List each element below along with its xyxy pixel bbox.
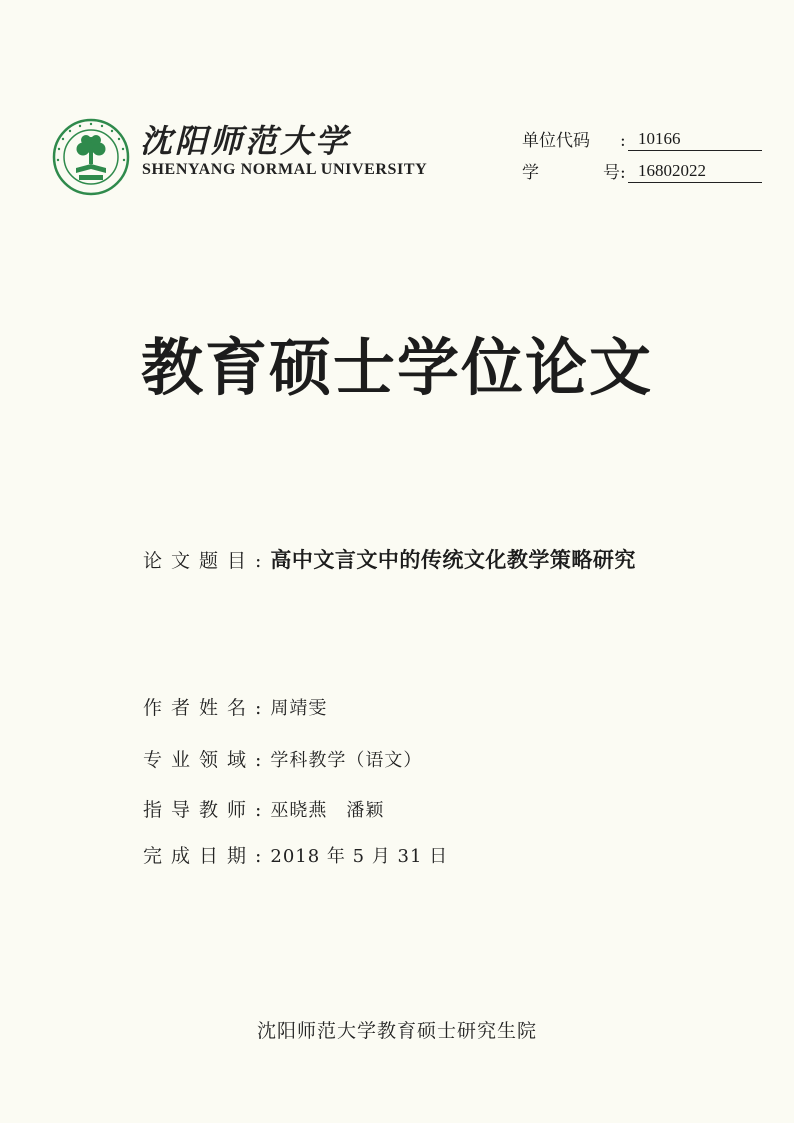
major-label: 专业领域: xyxy=(143,749,271,771)
author-row xyxy=(143,693,327,720)
thesis-title-row xyxy=(143,544,636,574)
author-label: 作者姓名: xyxy=(143,697,271,719)
completion-date-row xyxy=(143,841,448,868)
university-name-chinese: 沈阳师范大学 xyxy=(140,122,351,160)
thesis-title-label: 论文题目: xyxy=(143,550,271,572)
thesis-type-heading: 教育硕士学位论文 xyxy=(140,331,653,404)
university-seal-logo xyxy=(52,118,130,196)
major-value: 学科教学（语文） xyxy=(270,750,423,771)
student-id-label xyxy=(522,158,620,183)
completion-date-value: 2018 年 5 月 31 日 xyxy=(270,846,449,867)
unit-code-colon: : xyxy=(620,131,626,151)
advisor-row xyxy=(143,795,384,822)
graduate-school-footer: 沈阳师范大学教育硕士研究生院 xyxy=(256,1020,537,1042)
advisor-value: 巫晓燕 潘颖 xyxy=(270,800,385,821)
unit-code-row xyxy=(522,126,762,151)
author-value: 周靖雯 xyxy=(270,698,328,719)
advisor-label: 指导教师: xyxy=(143,799,271,821)
unit-code-label: 单位代码 xyxy=(522,131,590,151)
student-id-row xyxy=(522,158,762,183)
student-id-colon: : xyxy=(620,163,626,183)
student-id-label-char-1: 学 xyxy=(522,163,539,183)
major-row xyxy=(143,745,422,772)
completion-date-label: 完成日期: xyxy=(143,845,271,867)
unit-code-value: 10166 xyxy=(628,128,762,151)
student-id-label-char-2: 号 xyxy=(603,163,620,183)
university-name-english: SHENYANG NORMAL UNIVERSITY xyxy=(142,161,428,178)
thesis-title-value: 高中文言文中的传统文化教学策略研究 xyxy=(270,548,636,572)
student-id-value: 16802022 xyxy=(628,160,762,183)
